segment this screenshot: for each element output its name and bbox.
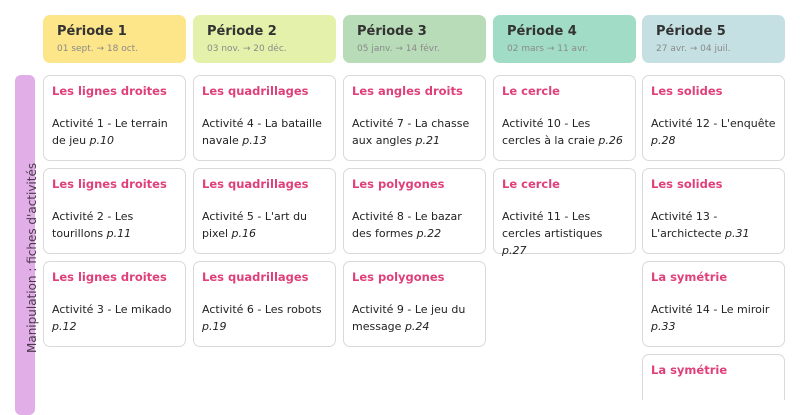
- activity-card[interactable]: [43, 168, 186, 254]
- activity-card[interactable]: [642, 261, 785, 347]
- card-body: [202, 301, 327, 335]
- page-reference: p.27: [502, 244, 527, 257]
- card-body: [52, 208, 177, 242]
- period-header-4: [493, 15, 636, 63]
- page-reference: p.33: [651, 320, 676, 333]
- page-reference: p.11: [106, 227, 132, 240]
- activity-name: Activité 14 - Le miroir: [651, 303, 770, 316]
- page-reference: p.10: [89, 134, 115, 147]
- card-body: [502, 208, 627, 259]
- activity-card[interactable]: [343, 168, 486, 254]
- activity-card[interactable]: [193, 168, 336, 254]
- activity-card[interactable]: [642, 75, 785, 161]
- activity-name: Activité 8 - Le bazar des formes: [352, 210, 462, 240]
- card-body: [651, 115, 776, 149]
- period-dates: 02 mars → 11 avr.: [507, 44, 589, 54]
- page-reference: p.12: [52, 320, 77, 333]
- page-reference: p.31: [725, 227, 750, 240]
- activity-card[interactable]: [343, 75, 486, 161]
- activity-name: Activité 4 - La bataille navale: [202, 117, 322, 147]
- period-title: Période 3: [357, 24, 427, 39]
- card-title: Les polygones: [352, 177, 445, 191]
- card-title: Les angles droits: [352, 84, 463, 98]
- period-title: Période 1: [57, 24, 127, 39]
- card-body: [52, 301, 177, 335]
- page-reference: p.22: [416, 227, 442, 240]
- activity-name: Activité 5 - L'art du pixel: [202, 210, 308, 240]
- card-body: [202, 115, 327, 149]
- activity-name: Activité 6 - Les robots: [202, 303, 322, 316]
- period-dates: 05 janv. → 14 févr.: [357, 44, 440, 54]
- activity-card[interactable]: [642, 168, 785, 254]
- card-title: Les quadrillages: [202, 177, 309, 191]
- activity-card[interactable]: [43, 261, 186, 347]
- card-title: Le cercle: [502, 177, 560, 191]
- card-title: La symétrie: [651, 270, 728, 284]
- card-title: Les polygones: [352, 270, 445, 284]
- activity-name: Activité 1 - Le terrain de jeu: [52, 117, 168, 147]
- card-body: [352, 208, 477, 242]
- page-reference: p.26: [598, 134, 623, 147]
- card-title: Les solides: [651, 84, 723, 98]
- activity-card[interactable]: [343, 261, 486, 347]
- period-header-2: [193, 15, 336, 63]
- period-header-1: [43, 15, 186, 63]
- page-reference: p.28: [651, 134, 676, 147]
- card-body: [52, 115, 177, 149]
- period-title: Période 2: [207, 24, 277, 39]
- period-title: Période 5: [656, 24, 726, 39]
- activity-card[interactable]: [43, 75, 186, 161]
- page-reference: p.19: [202, 320, 227, 333]
- card-title: Les lignes droites: [52, 84, 167, 98]
- page-reference: p.21: [415, 134, 440, 147]
- activity-card[interactable]: [493, 168, 636, 257]
- activity-name: Activité 7 - La chasse aux angles: [352, 117, 470, 147]
- card-body: [202, 208, 327, 242]
- card-title: Les lignes droites: [52, 270, 167, 284]
- period-dates: 27 avr. → 04 juil.: [656, 44, 731, 54]
- card-title: Les quadrillages: [202, 270, 309, 284]
- row-label-text: Manipulation : fiches d'activités: [25, 162, 39, 353]
- page-reference: p.16: [231, 227, 257, 240]
- activity-name: Activité 11 - Les cercles artistiques: [502, 210, 603, 240]
- card-body: [651, 301, 776, 335]
- page-reference: p.13: [242, 134, 267, 147]
- card-title: Les lignes droites: [52, 177, 167, 191]
- card-title: Les quadrillages: [202, 84, 309, 98]
- activity-card[interactable]: [193, 261, 336, 347]
- period-header-3: [343, 15, 486, 63]
- activity-name: Activité 10 - Les cercles à la craie: [502, 117, 595, 147]
- activity-card[interactable]: [642, 354, 785, 400]
- period-dates: 01 sept. → 18 oct.: [57, 44, 139, 54]
- period-title: Période 4: [507, 24, 577, 39]
- card-title: La symétrie: [651, 363, 728, 377]
- period-dates: 03 nov. → 20 déc.: [207, 44, 287, 54]
- activity-name: Activité 13 - L'archictecte: [651, 210, 722, 240]
- card-body: [651, 208, 776, 242]
- period-header-5: [642, 15, 785, 63]
- card-title: Les solides: [651, 177, 723, 191]
- card-body: [352, 301, 477, 335]
- card-body: [502, 115, 627, 149]
- activity-card[interactable]: [193, 75, 336, 161]
- activity-name: Activité 12 - L'enquête: [651, 117, 776, 130]
- activity-name: Activité 3 - Le mikado: [52, 303, 172, 316]
- activity-name: Activité 2 - Les tourillons: [52, 210, 134, 240]
- card-title: Le cercle: [502, 84, 560, 98]
- activity-name: Activité 9 - Le jeu du message: [352, 303, 466, 333]
- page-reference: p.24: [404, 320, 430, 333]
- activity-card[interactable]: [493, 75, 636, 161]
- card-body: [352, 115, 477, 149]
